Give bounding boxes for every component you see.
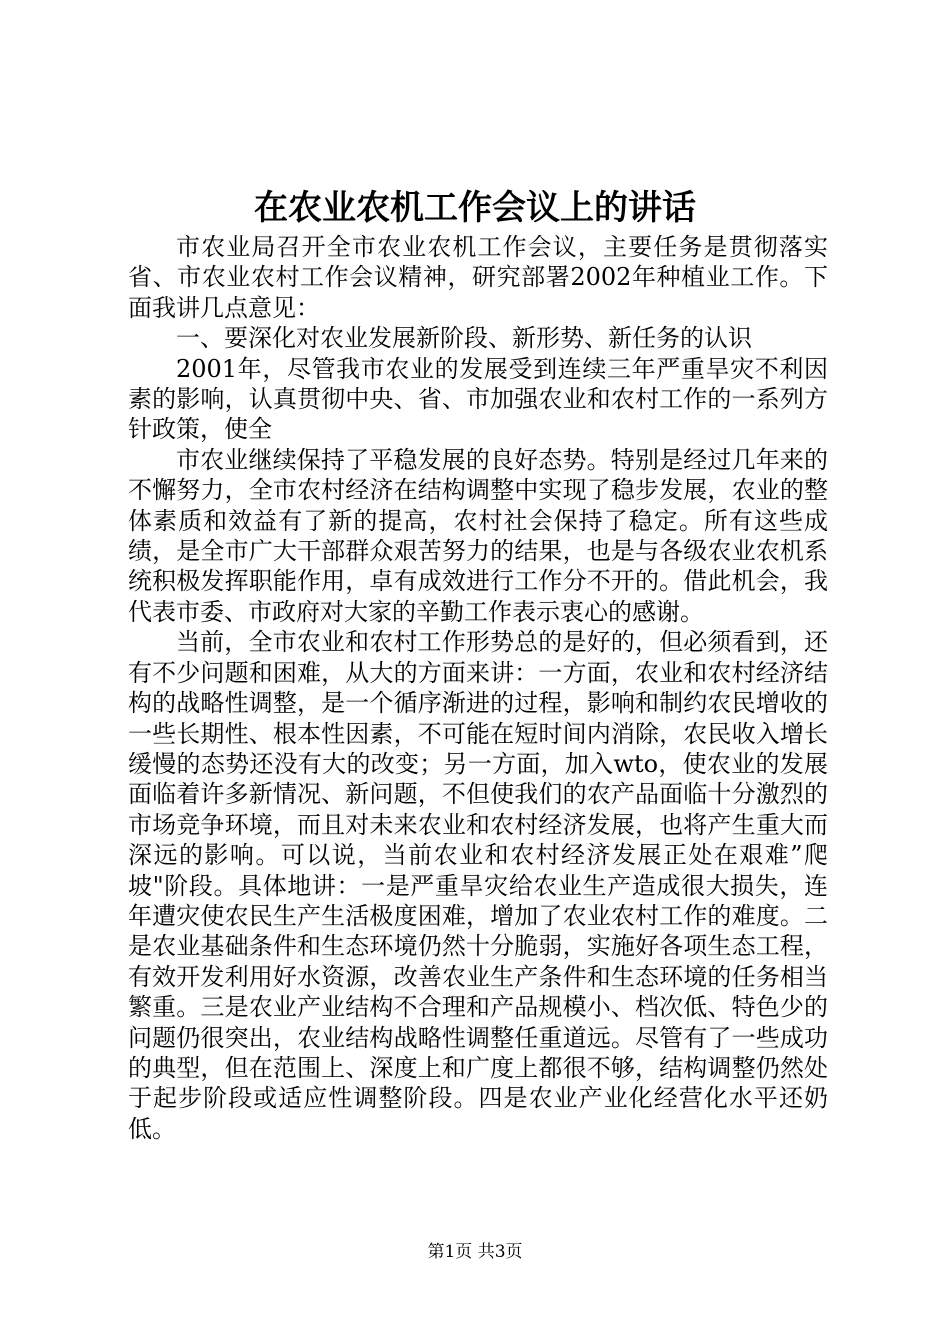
document-title: 在农业农机工作会议上的讲话 bbox=[254, 188, 696, 228]
page-number-footer: 第1页 共3页 bbox=[427, 1242, 523, 1262]
section-heading-1: 一、要深化对农业发展新阶段、新形势、新任务的认识 bbox=[176, 324, 752, 353]
paragraph-intro: 市农业局召开全市农业农机工作会议，主要任务是贯彻落实省、市农业农村工作会议精神，研究部署2002年种植业工作。下面我讲几点意见： bbox=[128, 233, 828, 322]
paragraph-achievements: 市农业继续保持了平稳发展的良好态势。特别是经过几年来的不懈努力，全市农村经济在结构调整中实现了稳步发展，农业的整体素质和效益有了新的提高，农村社会保持了稳定。所有这些成绩，是全市广大干部群众艰苦努力的结果，也是与各级农业农机系统积极发挥职能作用，卓有成效进行工作分不开的。借此机会，我代表市委、市政府对大家的辛勤工作表示衷心的感谢。 bbox=[128, 445, 828, 626]
paragraph-current-situation: 当前，全市农业和农村工作形势总的是好的，但必须看到，还有不少问题和困难，从大的方面来讲：一方面，农业和农村经济结构的战略性调整，是一个循序渐进的过程，影响和制约农民增收的一些长期性、根本性因素，不可能在短时间内消除，农民收入增长缓慢的态势还没有大的改变；另一方面，加入wto，使农业的发展面临着许多新情况、新问题，不但使我们的农产品面临十分激烈的市场竞争环境，而且对未来农业和农村经济发展，也将产生重大而深远的影响。可以说，当前农业和农村经济发展正处在艰难”爬坡"阶段。具体地讲：一是严重旱灾给农业生产造成很大损失，连年遭灾使农民生产生活极度困难，增加了农业农村工作的难度。二是农业基础条件和生态环境仍然十分脆弱，实施好各项生态工程，有效开发利用好水资源，改善农业生产条件和生态环境的任务相当繁重。三是农业产业结构不合理和产品规模小、档次低、特色少的问题仍很突出，农业结构战略性调整任重道远。尽管有了一些成功的典型，但在范围上、深度上和广度上都很不够，结构调整仍然处于起步阶段或适应性调整阶段。四是农业产业化经营化水平还奶低。 bbox=[128, 628, 828, 1143]
document-body bbox=[128, 232, 828, 1144]
paragraph-2001: 2001年，尽管我市农业的发展受到连续三年严重旱灾不利因素的影响，认真贯彻中央、省、市加强农业和农村工作的一系列方针政策，使全 bbox=[128, 354, 828, 444]
